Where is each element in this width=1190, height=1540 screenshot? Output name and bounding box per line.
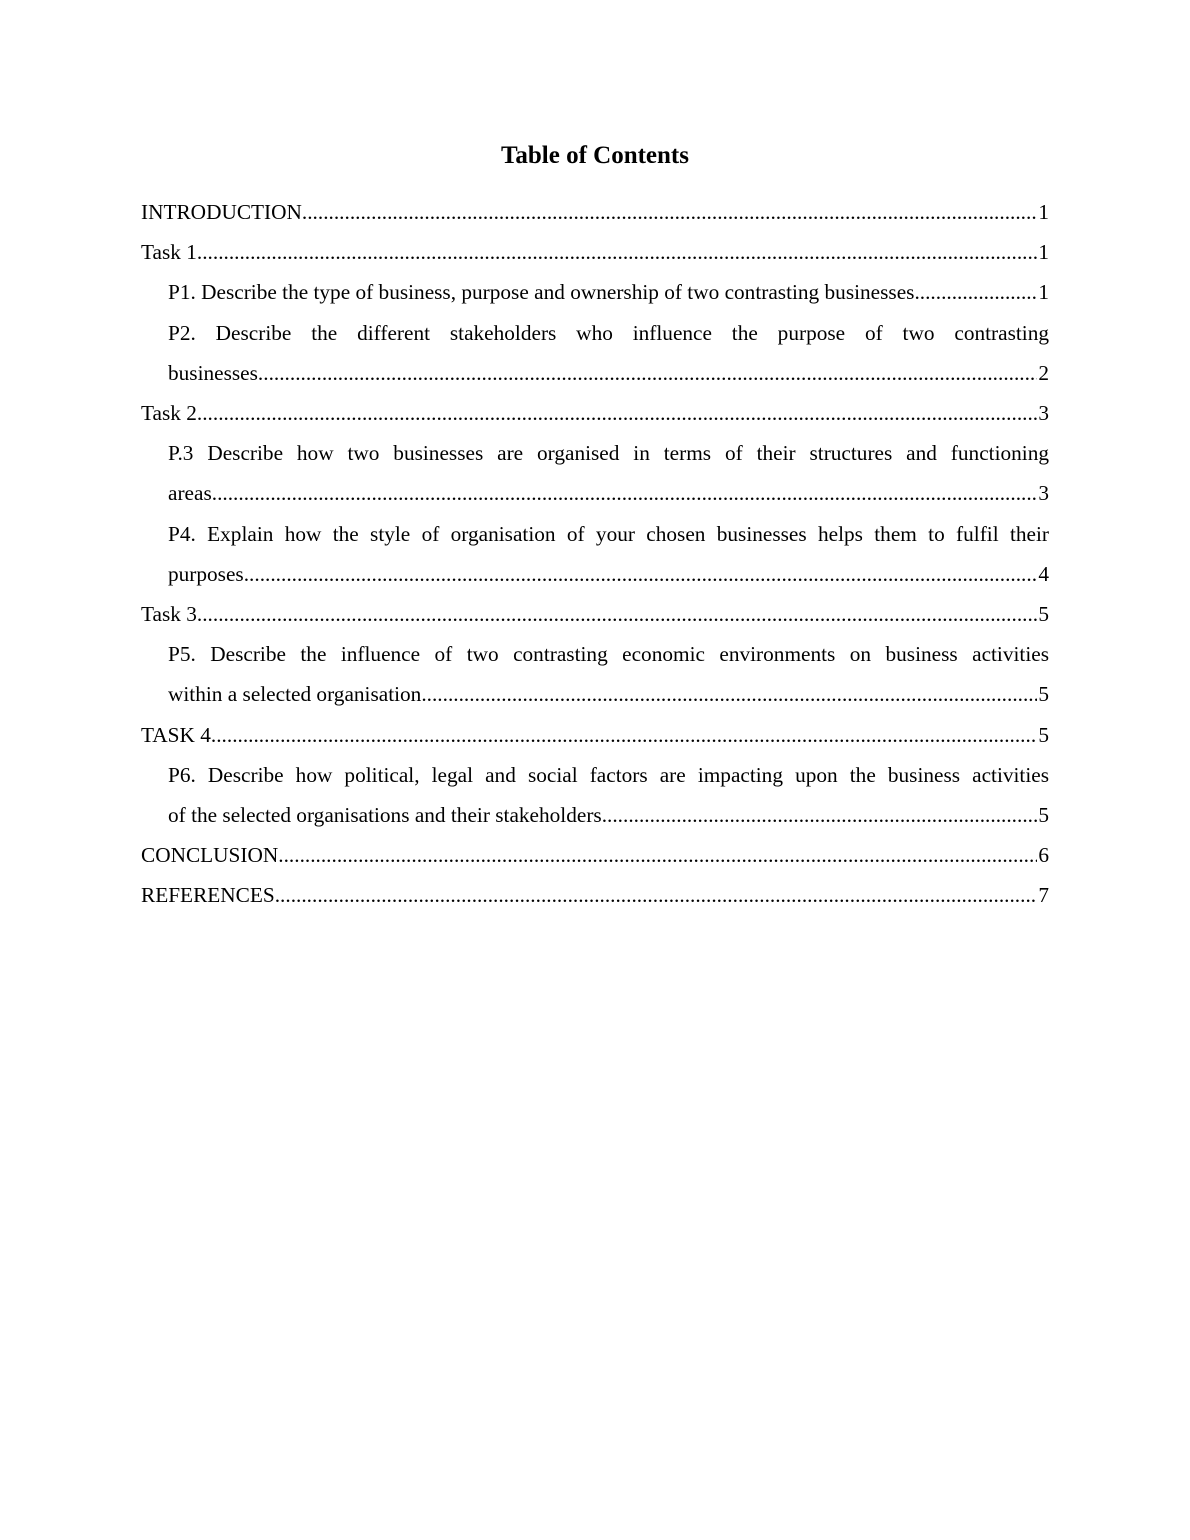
toc-entry-text: P1. Describe the type of business, purpose and ownership of two contrasting businesses bbox=[168, 280, 915, 305]
toc-page-number: 5 bbox=[1038, 722, 1049, 747]
toc-entry-p2[interactable] bbox=[168, 313, 1049, 393]
dot-leader bbox=[197, 232, 1037, 272]
toc-entry-text-line-1: P5. Describe the influence of two contrasting economic environments on business activities bbox=[168, 642, 1049, 667]
toc-page-number: 3 bbox=[1038, 401, 1049, 426]
toc-entry-p4[interactable] bbox=[168, 514, 1049, 594]
toc-page-number: 1 bbox=[1038, 280, 1049, 305]
toc-entry-conclusion[interactable] bbox=[141, 835, 1049, 875]
dot-leader bbox=[211, 715, 1037, 755]
dot-leader bbox=[197, 594, 1037, 634]
toc-page-number: 1 bbox=[1038, 200, 1049, 224]
toc-entry-text: Task 2 bbox=[141, 401, 197, 426]
dot-leader bbox=[914, 272, 1037, 312]
toc-entry-introduction[interactable] bbox=[141, 192, 1049, 232]
toc-entry-text-line-1: P6. Describe how political, legal and social factors are impacting upon the business activities bbox=[168, 762, 1049, 787]
toc-entry-text-line-1: P.3 Describe how two businesses are organised in terms of their structures and functioning bbox=[168, 441, 1049, 466]
dot-leader bbox=[258, 353, 1037, 393]
dot-leader bbox=[244, 554, 1038, 594]
toc-page-number: 3 bbox=[1038, 481, 1049, 506]
toc-entry-text: Task 1 bbox=[141, 240, 197, 265]
toc-entry-text-line-2: businesses bbox=[168, 360, 258, 385]
dot-leader bbox=[212, 473, 1038, 513]
toc-entry-text-line-1: P4. Explain how the style of organisation of your chosen businesses helps them to fulfil their bbox=[168, 521, 1049, 546]
toc-entry-task-2[interactable] bbox=[141, 393, 1049, 433]
toc-entry-text: CONCLUSION bbox=[141, 843, 279, 868]
toc-entry-text-line-2: within a selected organisation bbox=[168, 682, 422, 707]
table-of-contents bbox=[141, 192, 1049, 916]
dot-leader bbox=[421, 674, 1037, 714]
toc-entry-p1[interactable] bbox=[168, 272, 1049, 312]
toc-entry-text: INTRODUCTION bbox=[141, 200, 302, 224]
toc-page-number: 2 bbox=[1038, 360, 1049, 385]
dot-leader bbox=[278, 835, 1037, 875]
toc-page-number: 7 bbox=[1038, 883, 1049, 908]
toc-entry-text-line-2: of the selected organisations and their stakeholders bbox=[168, 803, 602, 828]
toc-page-number: 4 bbox=[1038, 561, 1049, 586]
toc-page-number: 5 bbox=[1038, 602, 1049, 627]
toc-entry-task-4[interactable] bbox=[141, 715, 1049, 755]
dot-leader bbox=[197, 393, 1037, 433]
toc-entry-p3[interactable] bbox=[168, 433, 1049, 513]
toc-page-number: 5 bbox=[1038, 803, 1049, 828]
toc-entry-text-line-1: P2. Describe the different stakeholders who influence the purpose of two contrasting bbox=[168, 320, 1049, 345]
toc-entry-text: Task 3 bbox=[141, 602, 197, 627]
toc-entry-text: REFERENCES bbox=[141, 883, 275, 908]
toc-entry-text: TASK 4 bbox=[141, 722, 211, 747]
toc-page-number: 5 bbox=[1038, 682, 1049, 707]
dot-leader bbox=[302, 192, 1037, 232]
toc-title: Table of Contents bbox=[501, 142, 689, 169]
toc-entry-text-line-2: areas bbox=[168, 481, 212, 506]
toc-entry-p6[interactable] bbox=[168, 755, 1049, 835]
dot-leader bbox=[602, 795, 1038, 835]
toc-page-number: 1 bbox=[1038, 240, 1049, 265]
toc-entry-task-1[interactable] bbox=[141, 232, 1049, 272]
toc-entry-references[interactable] bbox=[141, 875, 1049, 915]
toc-entry-task-3[interactable] bbox=[141, 594, 1049, 634]
dot-leader bbox=[275, 875, 1038, 915]
toc-entry-text-line-2: purposes bbox=[168, 561, 244, 586]
toc-page-number: 6 bbox=[1038, 843, 1049, 868]
toc-entry-p5[interactable] bbox=[168, 634, 1049, 714]
